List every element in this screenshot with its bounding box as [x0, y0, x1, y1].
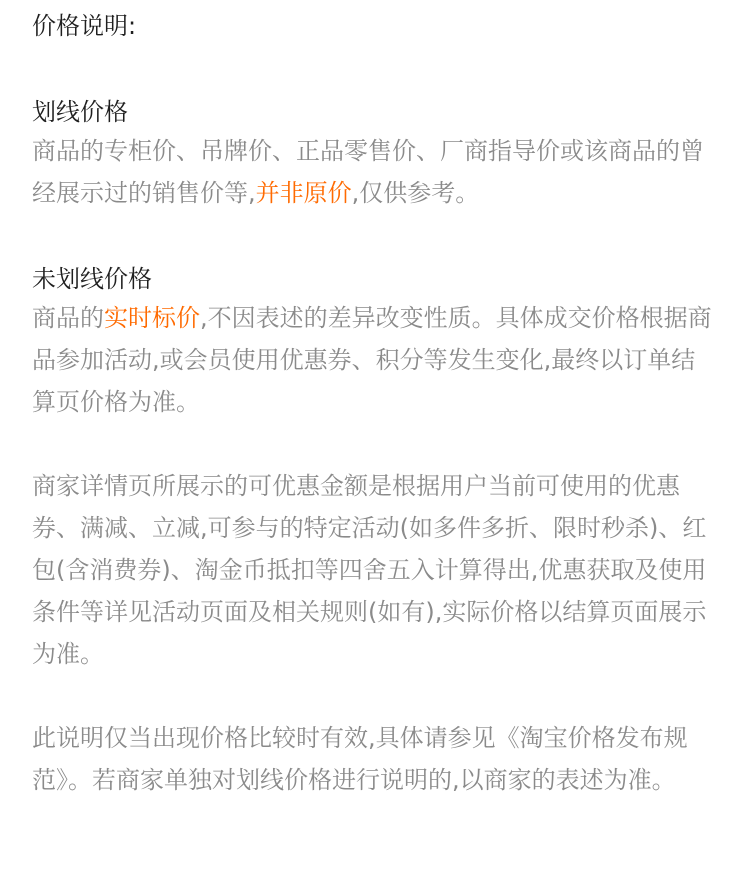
body-text: ,不因表述的差异改变性质。具体成交价格根据商品参加活动,或会员使用优惠券、积分等发生变化,最终以订单结算页价格为准。 [32, 304, 712, 416]
page-title: 价格说明: [32, 12, 137, 40]
section-validity-note [32, 717, 718, 801]
highlight-not-original-price: 并非原价 [255, 179, 352, 207]
body-text: ,仅供参考。 [351, 179, 480, 207]
section-body-non-strikethrough-price [32, 297, 718, 423]
body-text: 商品的专柜价、吊牌价、正品零售价、厂商指导价或该商品的曾经展示过的销售价等, [32, 137, 704, 207]
section-strikethrough-price [32, 94, 718, 214]
section-body-discount-amount: 商家详情页所展示的可优惠金额是根据用户当前可使用的优惠券、满减、立减,可参与的特定活动(如多件多折、限时秒杀)、红包(含消费券)、淘金币抵扣等四舍五入计算得出,优惠获取及使用条件等详见活动页面及相关规则(如有),实际价格以结算页面展示为准。 [32, 472, 707, 668]
highlight-real-time-price: 实时标价 [104, 304, 200, 332]
section-body-validity-note: 此说明仅当出现价格比较时有效,具体请参见《淘宝价格发布规范》。若商家单独对划线价格进行说明的,以商家的表述为准。 [32, 724, 688, 794]
section-heading-strikethrough-price: 划线价格 [32, 98, 128, 126]
section-body-strikethrough-price [32, 130, 718, 214]
section-discount-amount [32, 465, 718, 675]
body-text: 商品的 [32, 304, 104, 332]
section-heading-non-strikethrough-price: 未划线价格 [32, 265, 152, 293]
section-non-strikethrough-price [32, 261, 718, 423]
